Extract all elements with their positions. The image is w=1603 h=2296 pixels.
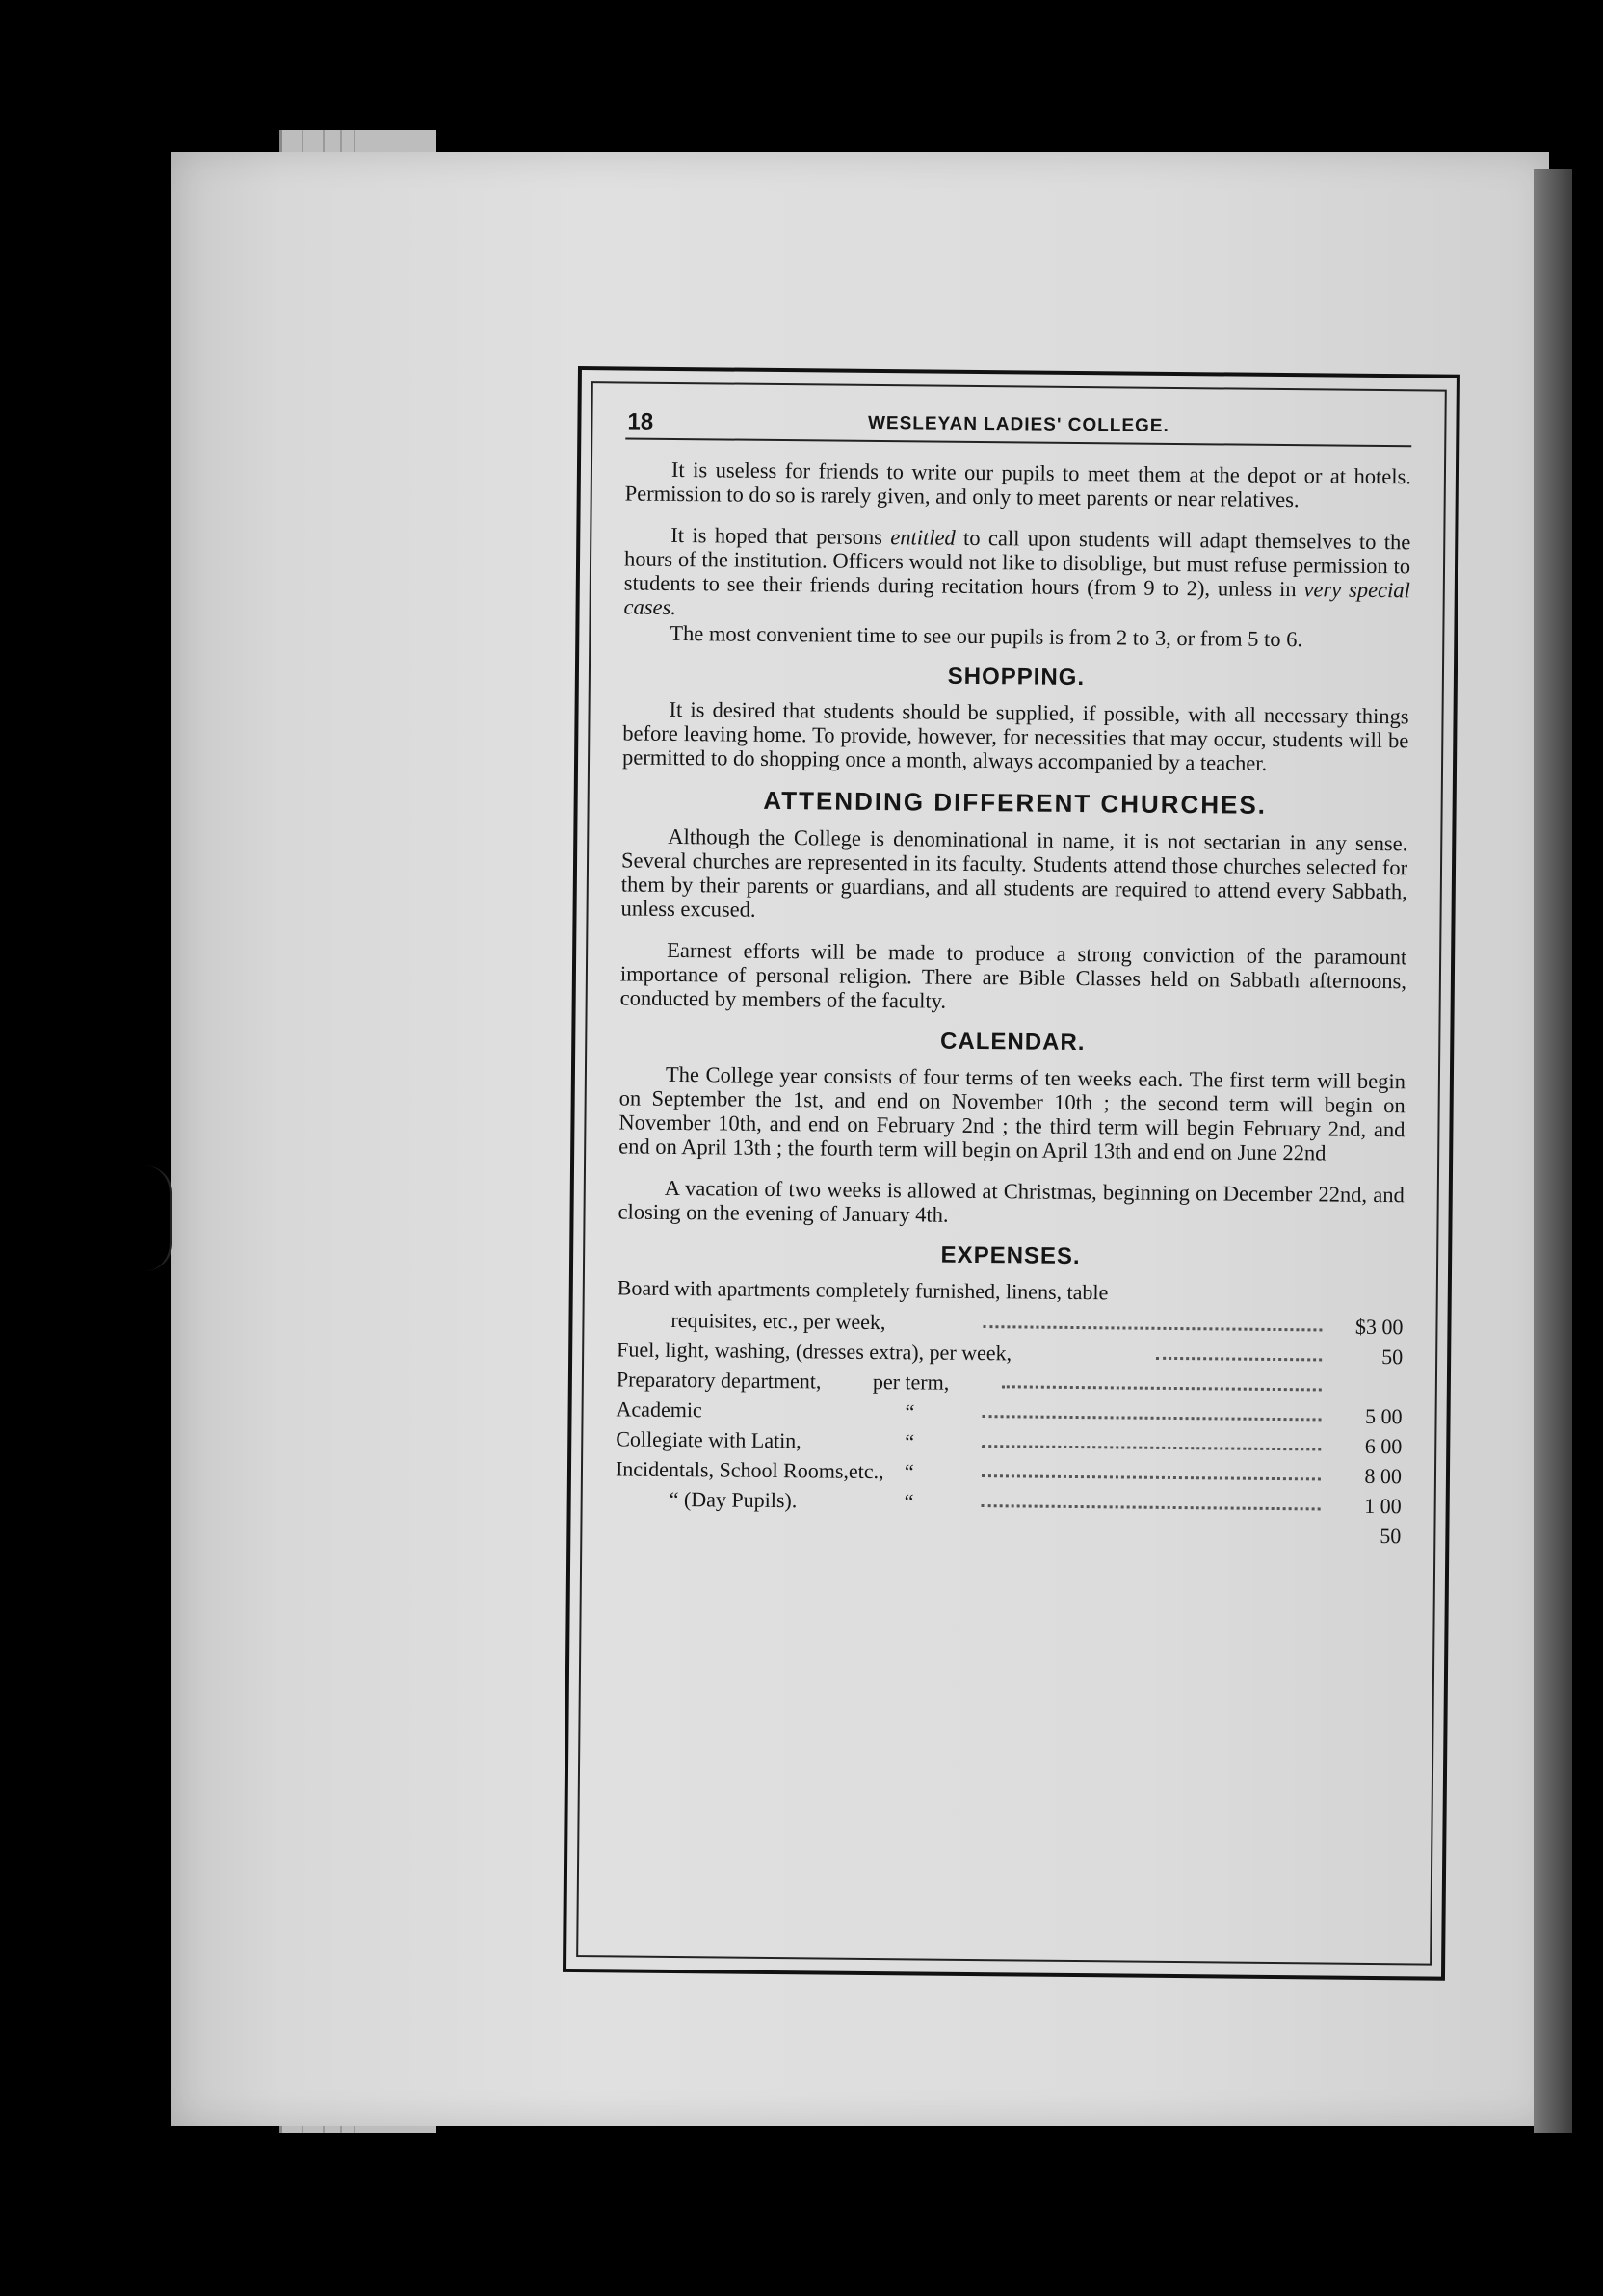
expenses-table [615,1275,1404,1551]
ditto-mark: “ [904,1459,914,1484]
ditto-mark: “ [904,1489,914,1514]
book-spine [1534,169,1572,2133]
expense-item: Incidentals, School Rooms,etc., [615,1456,884,1484]
expense-price: 5 00 [1364,1403,1403,1429]
ditto-mark: “ [905,1429,915,1454]
expense-row [615,1513,1401,1551]
expense-price: 50 [1381,1344,1404,1370]
section-heading-expenses: EXPENSES. [940,1241,1081,1270]
expense-term: per term, [872,1369,950,1395]
expense-item: “ (Day Pupils). [669,1486,798,1513]
expense-item: Collegiate with Latin, [616,1426,802,1453]
expense-item: Fuel, light, washing, (dresses extra), per week, [617,1337,1012,1366]
running-head [625,383,1412,447]
leader-dots [982,1504,1321,1510]
printed-page-frame [563,366,1460,1981]
paragraph: It is useless for friends to write our pupils to meet them at the depot or at hotels. Permission to do so is rarely given, and only to meet parents or near relatives. [624,457,1412,512]
background-edge [1572,0,1603,2296]
section-heading-shopping: SHOPPING. [947,663,1086,691]
leader-dots [983,1415,1322,1421]
emphasis: very special cases. [623,577,1410,619]
page-number: 18 [627,408,654,435]
page-header-title: WESLEYAN LADIES' COLLEGE. [867,412,1169,436]
expense-price: 1 00 [1364,1493,1402,1519]
emphasis: entitled [890,525,956,550]
paragraph: The most convenient time to see our pupils is from 2 to 3, or from 5 to 6. [670,620,1303,652]
leader-dots [982,1474,1321,1480]
leader-dots [982,1445,1321,1450]
expense-price: 6 00 [1364,1433,1403,1459]
paragraph: It is desired that students should be supplied, if possible, with all necessary things before leaving home. To provide, however, for necessities that may occur, students will be permitted to do shopping once a month, always accompanied by a teacher. [621,696,1409,775]
paragraph: The College year consists of four terms of ten weeks each. The first term will begin on September the 1st, and end on November 10th ; the second term will begin on November 10th, and end on February 2nd ; the third term will begin February 2nd, and end on April 13th ; the fourth term will begin on April 13th and end on June 22nd [618,1061,1406,1165]
expense-price: $3 00 [1354,1314,1404,1340]
expenses-intro: Board with apartments completely furnished, linens, table [617,1275,1109,1305]
expense-item: Academic [616,1396,702,1422]
section-heading-calendar: CALENDAR. [939,1028,1086,1057]
ditto-mark: “ [905,1399,915,1424]
paragraph: A vacation of two weeks is allowed at Christmas, beginning on December 22nd, and closing on the evening of January 4th. [618,1175,1405,1227]
leader-dots [983,1325,1322,1331]
printed-page [576,381,1447,1965]
paragraph: It is hoped that persons entitled to call upon students will adapt themselves to the hours of the institution. Officers would not like to disoblige, but must refuse permission to students to see their friends during recitation hours (from 9 to 2), unless in very special cases. [623,522,1411,619]
section-heading-churches: ATTENDING DIFFERENT CHURCHES. [763,785,1268,820]
expense-price: 50 [1380,1524,1402,1549]
paragraph: Earnest efforts will be made to produce a strong conviction of the paramount importance of personal religion. There are Bible Classes held on Sabbath afternoons, conducted by members of the faculty. [619,937,1407,1013]
expense-item: Preparatory department, [616,1367,822,1394]
binding-mark [145,1165,172,1271]
expense-item: requisites, etc., per week, [670,1307,886,1335]
leader-dots [1156,1357,1322,1362]
expense-price [1326,1370,1403,1371]
expense-price: 8 00 [1364,1463,1403,1489]
paragraph: Although the College is denominational in name, it is not sectarian in any sense. Several churches are represented in its faculty. Students attend those churches selected for them by their parents or guardians, and all students are required to attend every Sabbath, unless excused. [620,823,1408,922]
leader-dots [1002,1385,1322,1391]
